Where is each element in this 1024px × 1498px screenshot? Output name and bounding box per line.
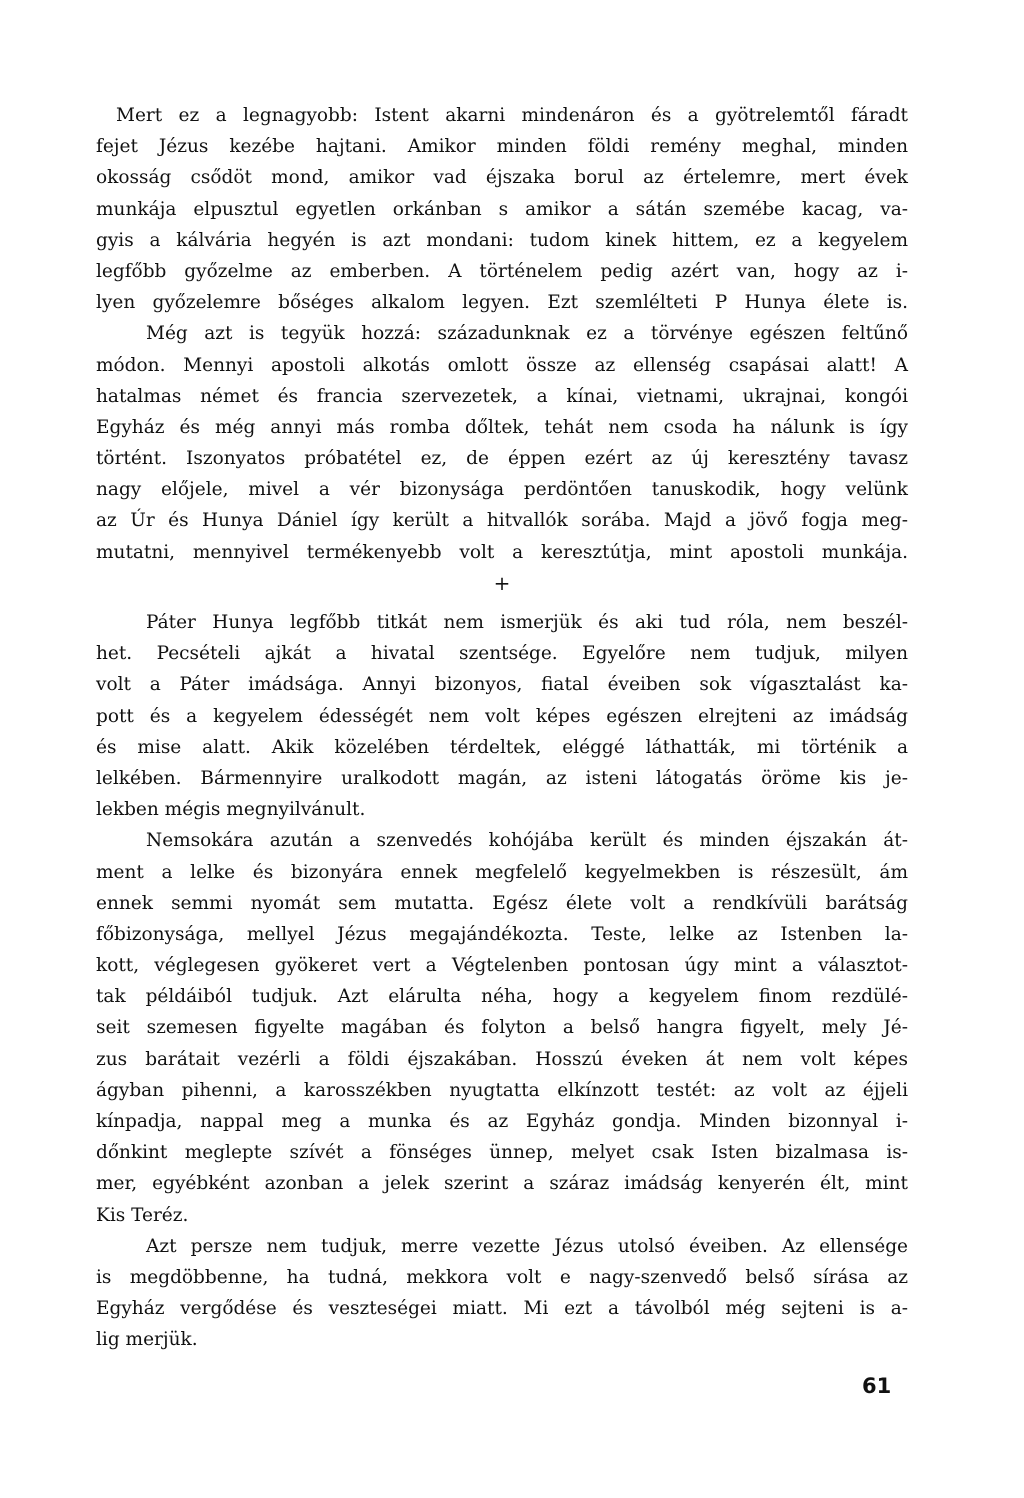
text-line: Egyház vergődése és veszteségei miatt. Mi ezt a távolból még sejteni is a- bbox=[96, 1298, 908, 1320]
text-line: dőnkint meglepte szívét a fönséges ünnep, melyet csak Isten bizalmasa is- bbox=[96, 1142, 908, 1164]
text-line: ment a lelke és bizonyára ennek megfelelő kegyelmekben is részesült, ám bbox=[96, 861, 908, 883]
text-line: fejet Jézus kezébe hajtani. Amikor minden földi remény meghal, minden bbox=[96, 136, 908, 158]
text-line: Nemsokára azután a szenvedés kohójába került és minden éjszakán át- bbox=[146, 830, 908, 852]
text-line: lig merjük. bbox=[96, 1329, 198, 1351]
text-line: módon. Mennyi apostoli alkotás omlott össze az ellenség csapásai alatt! A bbox=[96, 354, 908, 376]
text-line: Mert ez a legnagyobb: Istent akarni mindenáron és a gyötrelemtől fáradt bbox=[116, 105, 908, 126]
text-line: okosság csődöt mond, amikor vad éjszaka borul az értelemre, mert évek bbox=[96, 167, 908, 189]
text-body bbox=[96, 100, 908, 1356]
text-line: zus barátait vezérli a földi éjszakában. Hosszú éveken át nem volt képes bbox=[96, 1048, 908, 1070]
text-line: Kis Teréz. bbox=[96, 1204, 189, 1226]
text-line: kott, véglegesen gyökeret vert a Végtelenben pontosan úgy mint a választot- bbox=[96, 955, 908, 977]
text-line: mutatni, mennyivel termékenyebb volt a keresztútja, mint apostoli munkája. bbox=[96, 541, 908, 563]
text-line: is megdöbbenne, ha tudná, mekkora volt e nagy-szenvedő belső sírása az bbox=[96, 1266, 908, 1288]
text-line: Még azt is tegyük hozzá: századunknak ez a törvénye egészen feltűnő bbox=[146, 323, 908, 345]
text-line: az Úr és Hunya Dániel így került a hitvallók sorába. Majd a jövő fogja meg- bbox=[96, 510, 908, 532]
text-line: seit szemesen figyelte magában és folyton a belső hangra figyelt, mely Jé- bbox=[96, 1017, 908, 1039]
spacer bbox=[96, 599, 908, 607]
text-line: nagy előjele, mivel a vér bizonysága perdöntően tanuskodik, hogy velünk bbox=[96, 479, 908, 501]
text-line: gyis a kálvária hegyén is azt mondani: tudom kinek hittem, ez a kegyelem bbox=[96, 229, 908, 251]
text-line: ágyban pihenni, a karosszékben nyugtatta elkínzott testét: az volt az éjjeli bbox=[96, 1079, 908, 1101]
section-separator: + bbox=[493, 570, 511, 595]
text-line: Azt persze nem tudjuk, merre vezette Jézus utolsó éveiben. Az ellensége bbox=[146, 1235, 908, 1257]
text-line: hatalmas német és francia szervezetek, a kínai, vietnami, ukrajnai, kongói bbox=[96, 385, 908, 407]
page-number: 61 bbox=[862, 1374, 892, 1398]
text-line: munkája elpusztul egyetlen orkánban s amikor a sátán szemébe kacag, va- bbox=[96, 198, 908, 220]
text-line: történt. Iszonyatos próbatétel ez, de éppen ezért az új keresztény tavasz bbox=[96, 448, 908, 470]
text-line: kínpadja, nappal meg a munka és az Egyház gondja. Minden bizonnyal i- bbox=[96, 1111, 908, 1132]
text-line: mer, egyébként azonban a jelek szerint a száraz imádság kenyerén élt, mint bbox=[96, 1173, 908, 1195]
text-line: ennek semmi nyomát sem mutatta. Egész élete volt a rendkívüli barátság bbox=[96, 892, 908, 914]
text-line: lekben mégis megnyilvánult. bbox=[96, 799, 366, 821]
text-line: legfőbb győzelme az emberben. A történelem pedig azért van, hogy az i- bbox=[96, 260, 908, 282]
text-line: tak példáiból tudjuk. Azt elárulta néha, hogy a kegyelem finom rezdülé- bbox=[96, 986, 908, 1008]
text-line: lelkében. Bármennyire uralkodott magán, az isteni látogatás öröme kis je- bbox=[96, 767, 908, 789]
text-line: és mise alatt. Akik közelében térdeltek, eléggé láthatták, mi történik a bbox=[96, 736, 908, 758]
text-line: het. Pecsételi ajkát a hivatal szentsége. Egyelőre nem tudjuk, milyen bbox=[96, 643, 908, 665]
text-line: lyen győzelemre bőséges alkalom legyen. Ezt szemlélteti P Hunya élete is. bbox=[96, 292, 908, 314]
text-line: Egyház és még annyi más romba dőltek, tehát nem csoda ha nálunk is így bbox=[96, 416, 908, 438]
text-line: főbizonysága, mellyel Jézus megajándékozta. Teste, lelke az Istenben la- bbox=[96, 923, 908, 945]
text-line: Páter Hunya legfőbb titkát nem ismerjük és aki tud róla, nem beszél- bbox=[146, 612, 908, 633]
text-line: volt a Páter imádsága. Annyi bizonyos, fiatal éveiben sok vígasztalást ka- bbox=[96, 674, 908, 696]
text-line: pott és a kegyelem édességét nem volt képes egészen elrejteni az imádság bbox=[96, 705, 908, 727]
